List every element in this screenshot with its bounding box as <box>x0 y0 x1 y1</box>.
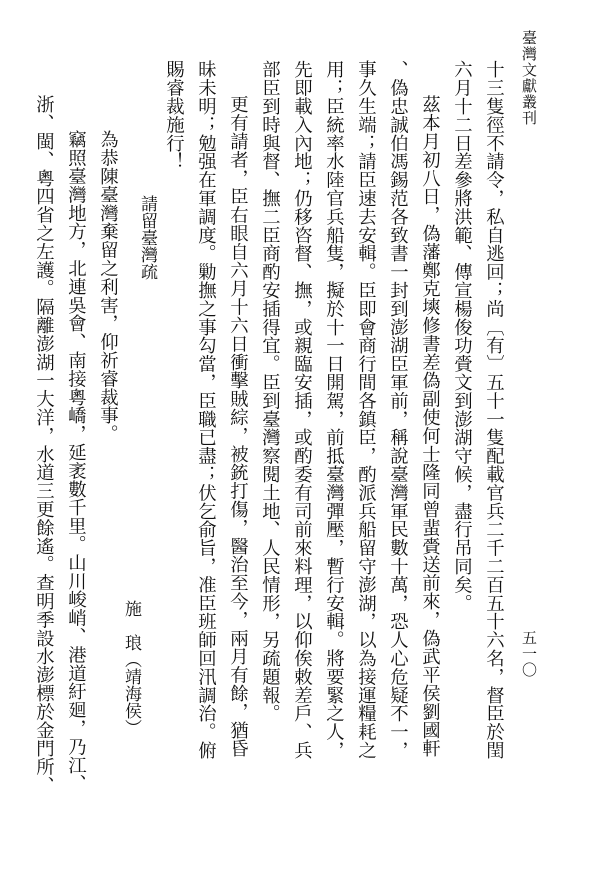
text-column-11: 賜睿裁施行！ <box>163 60 185 171</box>
text-column-8: 部臣到時與督、撫二臣商酌安插得宜。臣到臺灣察閱土地、人民情形，另疏題報。 <box>259 60 281 723</box>
text-column-3: 茲本月初八日，偽藩鄭克塽修書差偽副使何士隆同曾蜚賫送前來，偽武平侯劉國軒 <box>419 95 441 758</box>
text-column-13: 竊照臺灣地方，北連吳會、南接粵嶠，延袤數千里。山川峻峭、港道紆廻，乃江、 <box>65 130 87 793</box>
text-column-2: 六月十二日差參將洪範、傳宣楊俊功賫文到澎湖守候，盡行吊同矣。 <box>451 60 473 612</box>
text-column-10: 昧未明；勉强在軍調度。勦撫之事勾當，臣職已盡；伏乞俞旨，准臣班師回汛調治。俯 <box>195 60 217 760</box>
text-column-12: 為恭陳臺灣棄留之利害，仰祈睿裁事。 <box>97 130 119 443</box>
text-column-5: 事久生端；請臣速去安輯。臣即會商行間各鎮臣，酌派兵船留守澎湖，以為接運糧耗之 <box>355 60 377 760</box>
page-number: 五一〇 <box>520 630 538 678</box>
text-column-14: 浙、閩、粵四省之左護。隔離澎湖一大洋，水道三更餘遙。查明季設水澎標於金門所、 <box>33 95 55 795</box>
section-title: 請留臺灣疏 <box>137 195 157 280</box>
text-column-6: 用；臣統率水陸官兵船隻，擬於十一日開駕，前抵臺灣彈壓，暫行安輯。將要緊之人， <box>323 60 345 760</box>
running-header: 臺灣文獻叢刊 <box>520 30 538 126</box>
author-line: 施 琅（靖海侯） <box>121 600 141 736</box>
text-column-4: 、偽忠誠伯馮錫范各致書一封到澎湖臣軍前，稱說臺灣軍民數十萬，恐人心危疑不一， <box>387 60 409 760</box>
text-column-7: 先即載入內地；仍移咨督、撫，或親臨安插，或酌委有司前來料理，以仰俟敕差戶、兵 <box>291 60 313 760</box>
text-column-1: 十三隻徑不請令，私自逃回；尚〔有〕五十一隻配載官兵二千二百五十六名，督臣於閏 <box>483 60 505 760</box>
text-column-9: 更有請者，臣右眼自六月十六日衝擊賊綜，被銃打傷，醫治至今，兩月有餘，猶昏 <box>227 95 249 758</box>
